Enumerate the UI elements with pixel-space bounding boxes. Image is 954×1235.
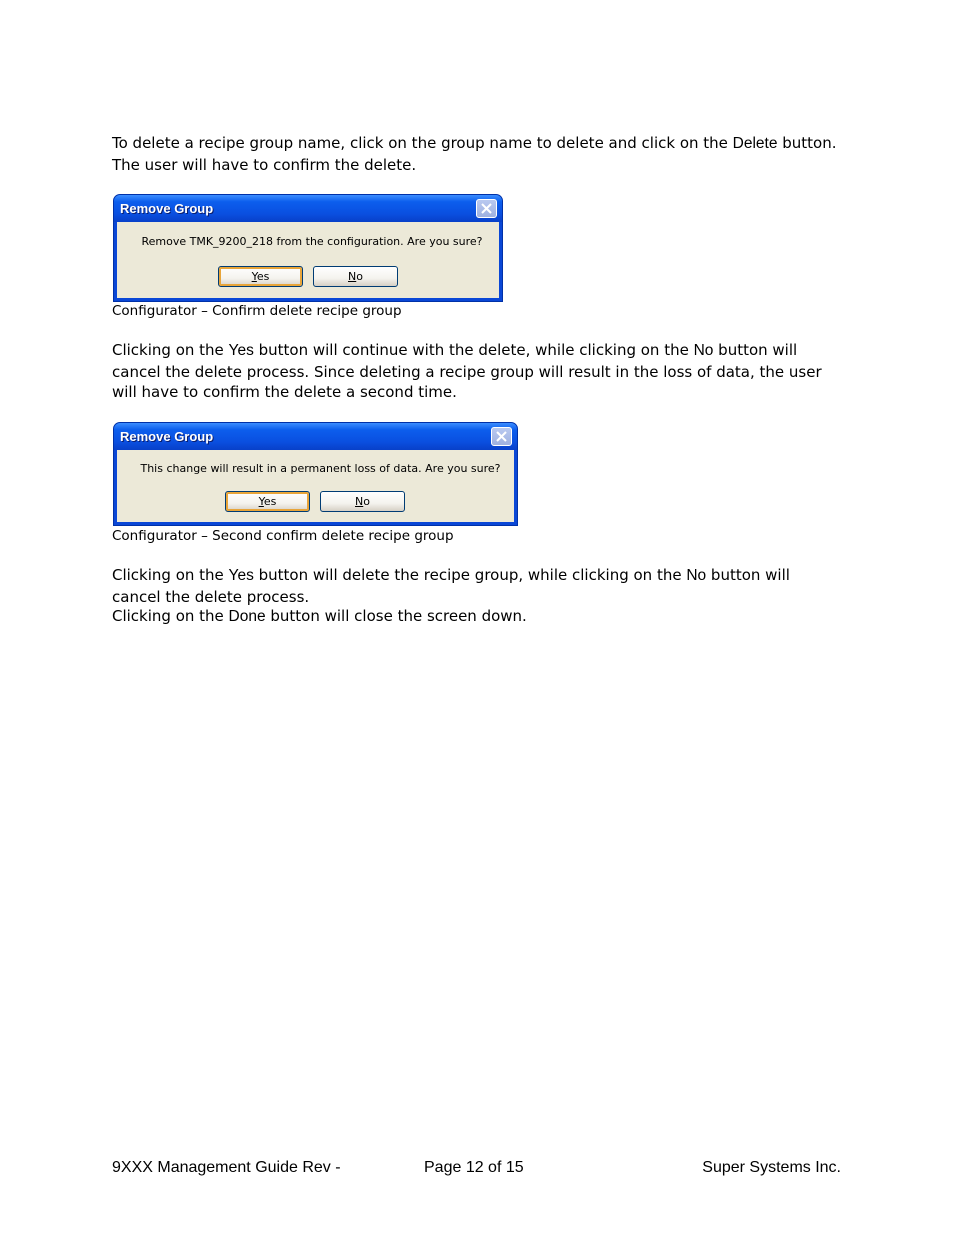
keyword-no: No — [686, 567, 707, 584]
close-icon — [495, 430, 508, 443]
keyword-no: No — [693, 342, 714, 359]
remove-group-dialog-1 — [113, 194, 503, 302]
keyword-yes: Yes — [228, 567, 254, 584]
keyword-delete: Delete — [732, 135, 778, 152]
dialog-body — [117, 450, 514, 522]
close-button[interactable] — [476, 199, 497, 218]
no-button[interactable]: No — [320, 491, 405, 512]
keyword-yes: Yes — [228, 342, 254, 359]
footer-company: Super Systems Inc. — [702, 1159, 841, 1176]
paragraph-done: Clicking on the Done button will close the screen down. — [112, 607, 527, 625]
dialog-titlebar — [114, 423, 517, 450]
footer-left: 9XXX Management Guide Rev - — [112, 1159, 341, 1176]
paragraph-confirm-explanation: Clicking on the Yes button will continue with the delete, while clicking on the No button will cancel the delete process. Since deleting a recipe group will result in the loss of data, the user will have to confirm the delete a second time. — [112, 341, 822, 401]
dialog-message: This change will result in a permanent loss of data. Are you sure? — [140, 462, 501, 475]
yes-button[interactable]: Yes — [225, 491, 310, 512]
text: To delete a recipe group name, click on the group name to delete and click on the — [112, 134, 733, 152]
no-button[interactable]: No — [313, 266, 398, 287]
paragraph-second-confirm: Clicking on the Yes button will delete the recipe group, while clicking on the No button will cancel the delete process. — [112, 566, 790, 606]
dialog-title: Remove Group — [120, 201, 214, 216]
text: button. The user will have to confirm the delete. — [112, 134, 837, 174]
keyword-done: Done — [228, 608, 266, 625]
dialog-body — [117, 222, 499, 298]
close-icon — [480, 202, 493, 215]
remove-group-dialog-2 — [113, 422, 518, 526]
caption-2: Configurator – Second confirm delete recipe group — [112, 528, 454, 544]
dialog-message: Remove TMK_9200_218 from the configuration. Are you sure? — [141, 235, 483, 248]
footer-page-number: Page 12 of 15 — [424, 1159, 524, 1176]
caption-1: Configurator – Confirm delete recipe group — [112, 303, 402, 319]
paragraph-delete-instructions — [112, 133, 847, 175]
dialog-title: Remove Group — [120, 429, 214, 444]
dialog-titlebar — [114, 195, 502, 222]
close-button[interactable] — [491, 427, 512, 446]
yes-button[interactable]: Yes — [218, 266, 303, 287]
